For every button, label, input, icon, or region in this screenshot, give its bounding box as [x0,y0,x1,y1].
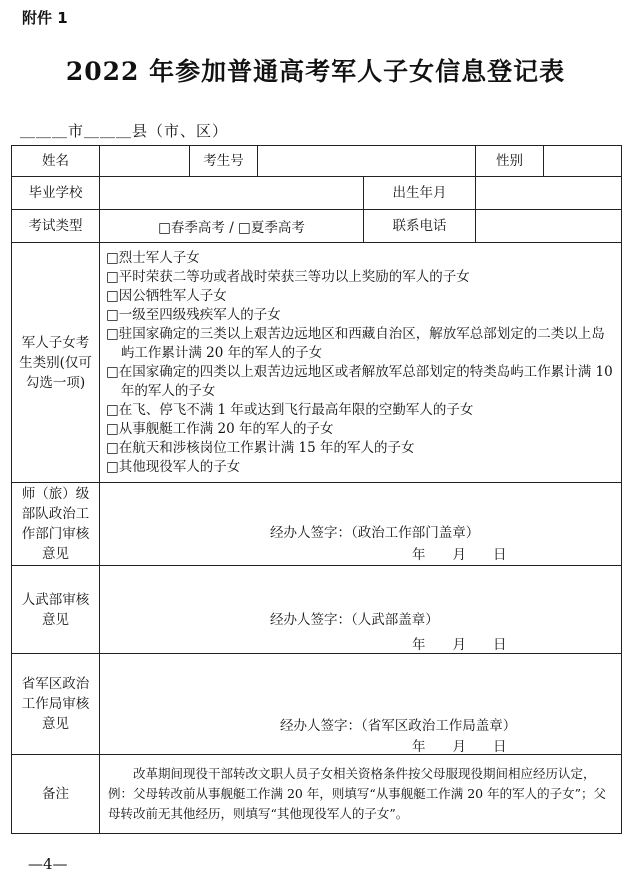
category-option[interactable]: □从事舰艇工作满 20 年的军人的子女 [106,420,334,437]
registration-form [11,145,622,834]
category-option[interactable]: □在航天和涉核岗位工作累计满 15 年的军人的子女 [106,439,415,456]
birth-field[interactable] [476,177,622,210]
attachment-label: 附件 1 [22,9,68,27]
armed-date: 年 月 日 [412,637,507,653]
phone-field[interactable] [476,210,622,243]
name-label: 姓名 [12,146,100,177]
birth-label: 出生年月 [364,177,476,210]
school-field[interactable] [100,177,364,210]
category-option[interactable]: □因公牺牲军人子女 [106,287,227,304]
page-title: 2022 年参加普通高考军人子女信息登记表 [65,57,566,86]
category-option[interactable]: □其他现役军人的子女 [106,458,241,475]
remark-text: 改革期间现役干部转改文职人员子女相关资格条件按父母服现役期间相应经历认定，例：父母转改前从事舰艇工作满 20 年，则填写“从事舰艇工作满 20 年的军人的子女”；父母转改前无其他经历，则填写“其他现役军人的子女”。 [100,755,622,834]
division-label: 师（旅）级部队政治工作部门审核意见 [12,483,100,566]
division-date: 年 月 日 [412,547,507,563]
region-line: ＿＿＿市＿＿＿县（市、区） [20,122,229,140]
armed-label: 人武部审核意见 [12,566,100,654]
category-option[interactable]: □烈士军人子女 [106,249,200,266]
division-approval[interactable] [100,483,622,566]
name-field[interactable] [100,146,190,177]
armed-approval[interactable] [100,566,622,654]
remark-label: 备注 [12,755,100,834]
category-option[interactable]: □驻国家确定的三类以上艰苦边远地区和西藏自治区，解放军总部划定的二类以上岛屿工作累计满 20 年的军人的子女 [106,325,605,361]
province-label: 省军区政治工作局审核意见 [12,654,100,755]
gender-field[interactable] [544,146,622,177]
province-approval[interactable] [100,654,622,755]
category-option[interactable]: □在国家确定的四类以上艰苦边远地区或者解放军总部划定的特类岛屿工作累计满 10 年的军人的子女 [106,363,613,399]
province-date: 年 月 日 [412,739,507,755]
category-list [100,243,622,483]
category-option[interactable]: □平时荣获二等功或者战时荣获三等功以上奖励的军人的子女 [106,268,470,285]
school-label: 毕业学校 [12,177,100,210]
exam-type-options[interactable]: □春季高考 / □夏季高考 [100,210,364,243]
category-option[interactable]: □在飞、停飞不满 1 年或达到飞行最高年限的空勤军人的子女 [106,401,474,418]
armed-signature: 经办人签字：（人武部盖章） [270,612,439,628]
page-number: —4— [28,855,68,873]
exam-no-field[interactable] [258,146,476,177]
exam-type-label: 考试类型 [12,210,100,243]
category-label: 军人子女考生类别(仅可勾选一项) [12,243,100,483]
division-signature: 经办人签字：（政治工作部门盖章） [270,525,480,541]
exam-no-label: 考生号 [190,146,258,177]
gender-label: 性别 [476,146,544,177]
phone-label: 联系电话 [364,210,476,243]
category-option[interactable]: □一级至四级残疾军人的子女 [106,306,281,323]
province-signature: 经办人签字：（省军区政治工作局盖章） [280,718,517,734]
